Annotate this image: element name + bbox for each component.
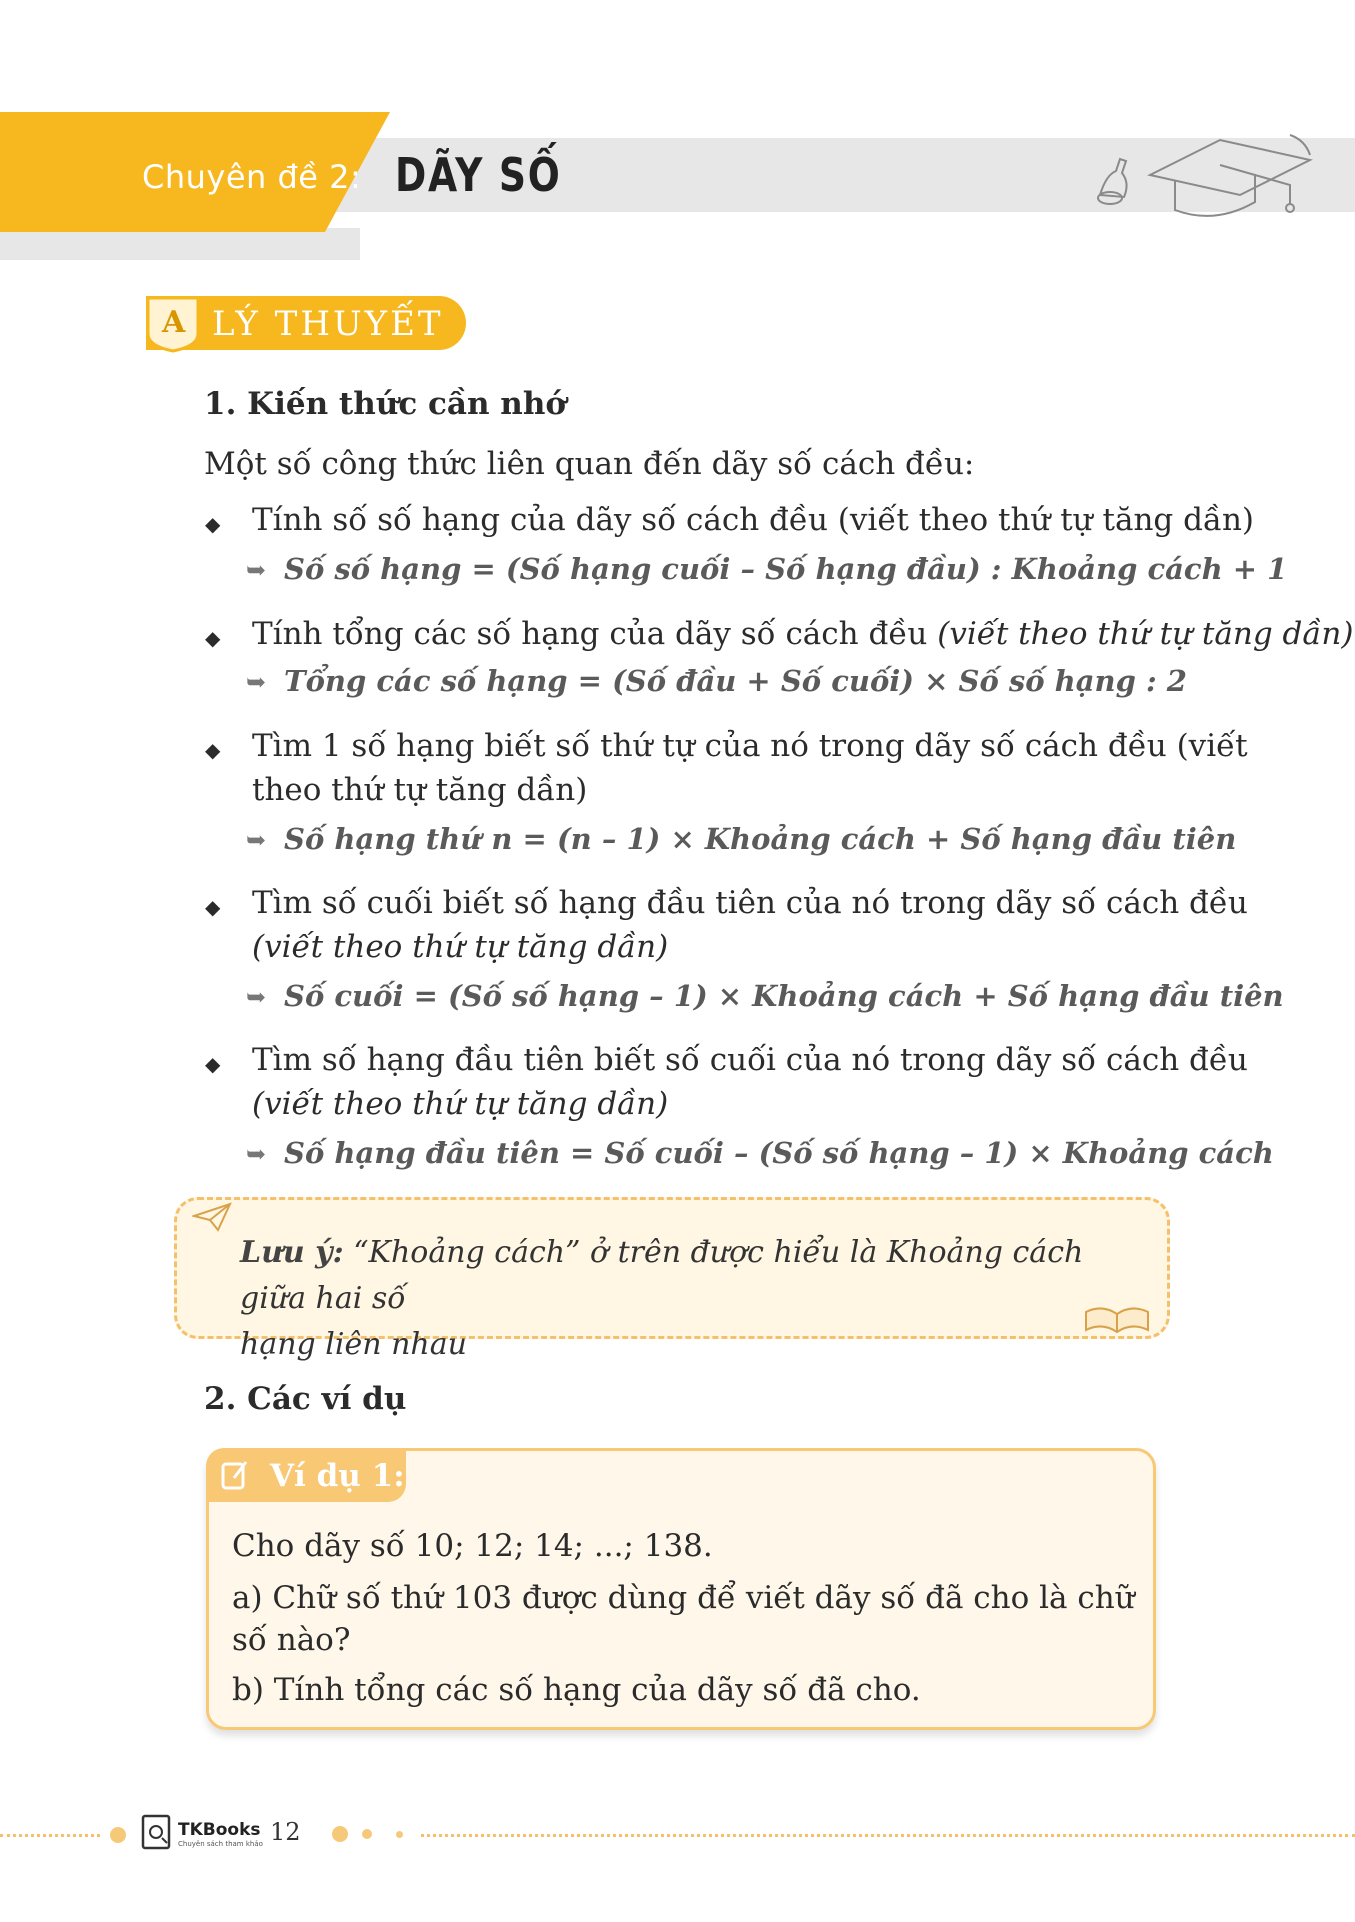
note-label: Lưu ý: — [240, 1235, 344, 1270]
example-label: Ví dụ 1: — [270, 1458, 405, 1494]
note-text — [240, 1230, 1140, 1368]
item5-text-line1: Tìm số hạng đầu tiên biết số cuối của nó trong dãy số cách đều — [252, 1042, 1248, 1078]
arrow-icon: ➥ — [246, 826, 267, 854]
item3-text-line2: theo thứ tự tăng dần) — [252, 772, 588, 808]
note-text-line1: “Khoảng cách” ở trên được hiểu là Khoảng cách giữa hai số — [240, 1235, 1084, 1316]
item4-text-line2: (viết theo thứ tự tăng dần) — [252, 929, 669, 965]
page-number: 12 — [270, 1818, 301, 1846]
chapter-label: Chuyên đề 2: — [142, 158, 362, 196]
example-line3: số nào? — [232, 1622, 351, 1658]
item5-text-line2: (viết theo thứ tự tăng dần) — [252, 1086, 669, 1122]
footer-brand: TKBooks — [178, 1820, 261, 1840]
item2-text-plain: Tính tổng các số hạng của dãy số cách đều — [252, 616, 928, 652]
footer-dot — [396, 1831, 403, 1838]
book-logo-icon — [140, 1812, 174, 1852]
bullet-icon: ◆ — [205, 626, 221, 650]
chapter-title: DÃY SỐ — [395, 148, 562, 202]
graduation-cap-icon — [1090, 120, 1330, 220]
item2-formula: Tổng các số hạng = (Số đầu + Số cuối) × Số số hạng : 2 — [284, 664, 1187, 698]
footer-dot — [110, 1827, 126, 1843]
example-line1: Cho dãy số 10; 12; 14; ...; 138. — [232, 1528, 713, 1564]
item2-text-italic: (viết theo thứ tự tăng dần) — [937, 616, 1354, 652]
item4-formula: Số cuối = (Số số hạng – 1) × Khoảng cách + Số hạng đầu tiên — [284, 979, 1284, 1013]
arrow-icon: ➥ — [246, 556, 267, 584]
footer-tagline: Chuyên sách tham khảo — [178, 1840, 263, 1848]
footer-dot — [332, 1826, 348, 1842]
part2-heading: 2. Các ví dụ — [204, 1381, 407, 1417]
footer-dot — [362, 1829, 372, 1839]
arrow-icon: ➥ — [246, 1140, 267, 1168]
bullet-icon: ◆ — [205, 738, 221, 762]
item5-formula: Số hạng đầu tiên = Số cuối – (Số số hạng – 1) × Khoảng cách — [284, 1136, 1274, 1170]
part1-heading: 1. Kiến thức cần nhớ — [204, 386, 567, 422]
note-text-line2: hạng liên nhau — [240, 1327, 467, 1362]
section-letter: A — [162, 305, 186, 340]
arrow-icon: ➥ — [246, 668, 267, 696]
item1-text: Tính số số hạng của dãy số cách đều (viết theo thứ tự tăng dần) — [252, 502, 1255, 538]
item4-text-line1: Tìm số cuối biết số hạng đầu tiên của nó trong dãy số cách đều — [252, 885, 1248, 921]
example-line4: b) Tính tổng các số hạng của dãy số đã cho. — [232, 1672, 921, 1708]
header-shadow — [0, 228, 360, 260]
book-icon — [1082, 1302, 1152, 1334]
arrow-icon: ➥ — [246, 983, 267, 1011]
item2-text — [252, 616, 1353, 652]
bullet-icon: ◆ — [205, 1052, 221, 1076]
item3-formula: Số hạng thứ n = (n – 1) × Khoảng cách + Số hạng đầu tiên — [284, 822, 1237, 856]
example-line2: a) Chữ số thứ 103 được dùng để viết dãy số đã cho là chữ — [232, 1580, 1135, 1616]
paper-plane-icon — [192, 1202, 232, 1232]
section-title: LÝ THUYẾT — [212, 304, 444, 344]
edit-icon — [220, 1458, 250, 1490]
bullet-icon: ◆ — [205, 895, 221, 919]
item1-formula: Số số hạng = (Số hạng cuối – Số hạng đầu) : Khoảng cách + 1 — [284, 552, 1288, 586]
bullet-icon: ◆ — [205, 512, 221, 536]
part1-intro: Một số công thức liên quan đến dãy số cách đều: — [204, 446, 975, 482]
item3-text-line1: Tìm 1 số hạng biết số thứ tự của nó trong dãy số cách đều (viết — [252, 728, 1248, 764]
